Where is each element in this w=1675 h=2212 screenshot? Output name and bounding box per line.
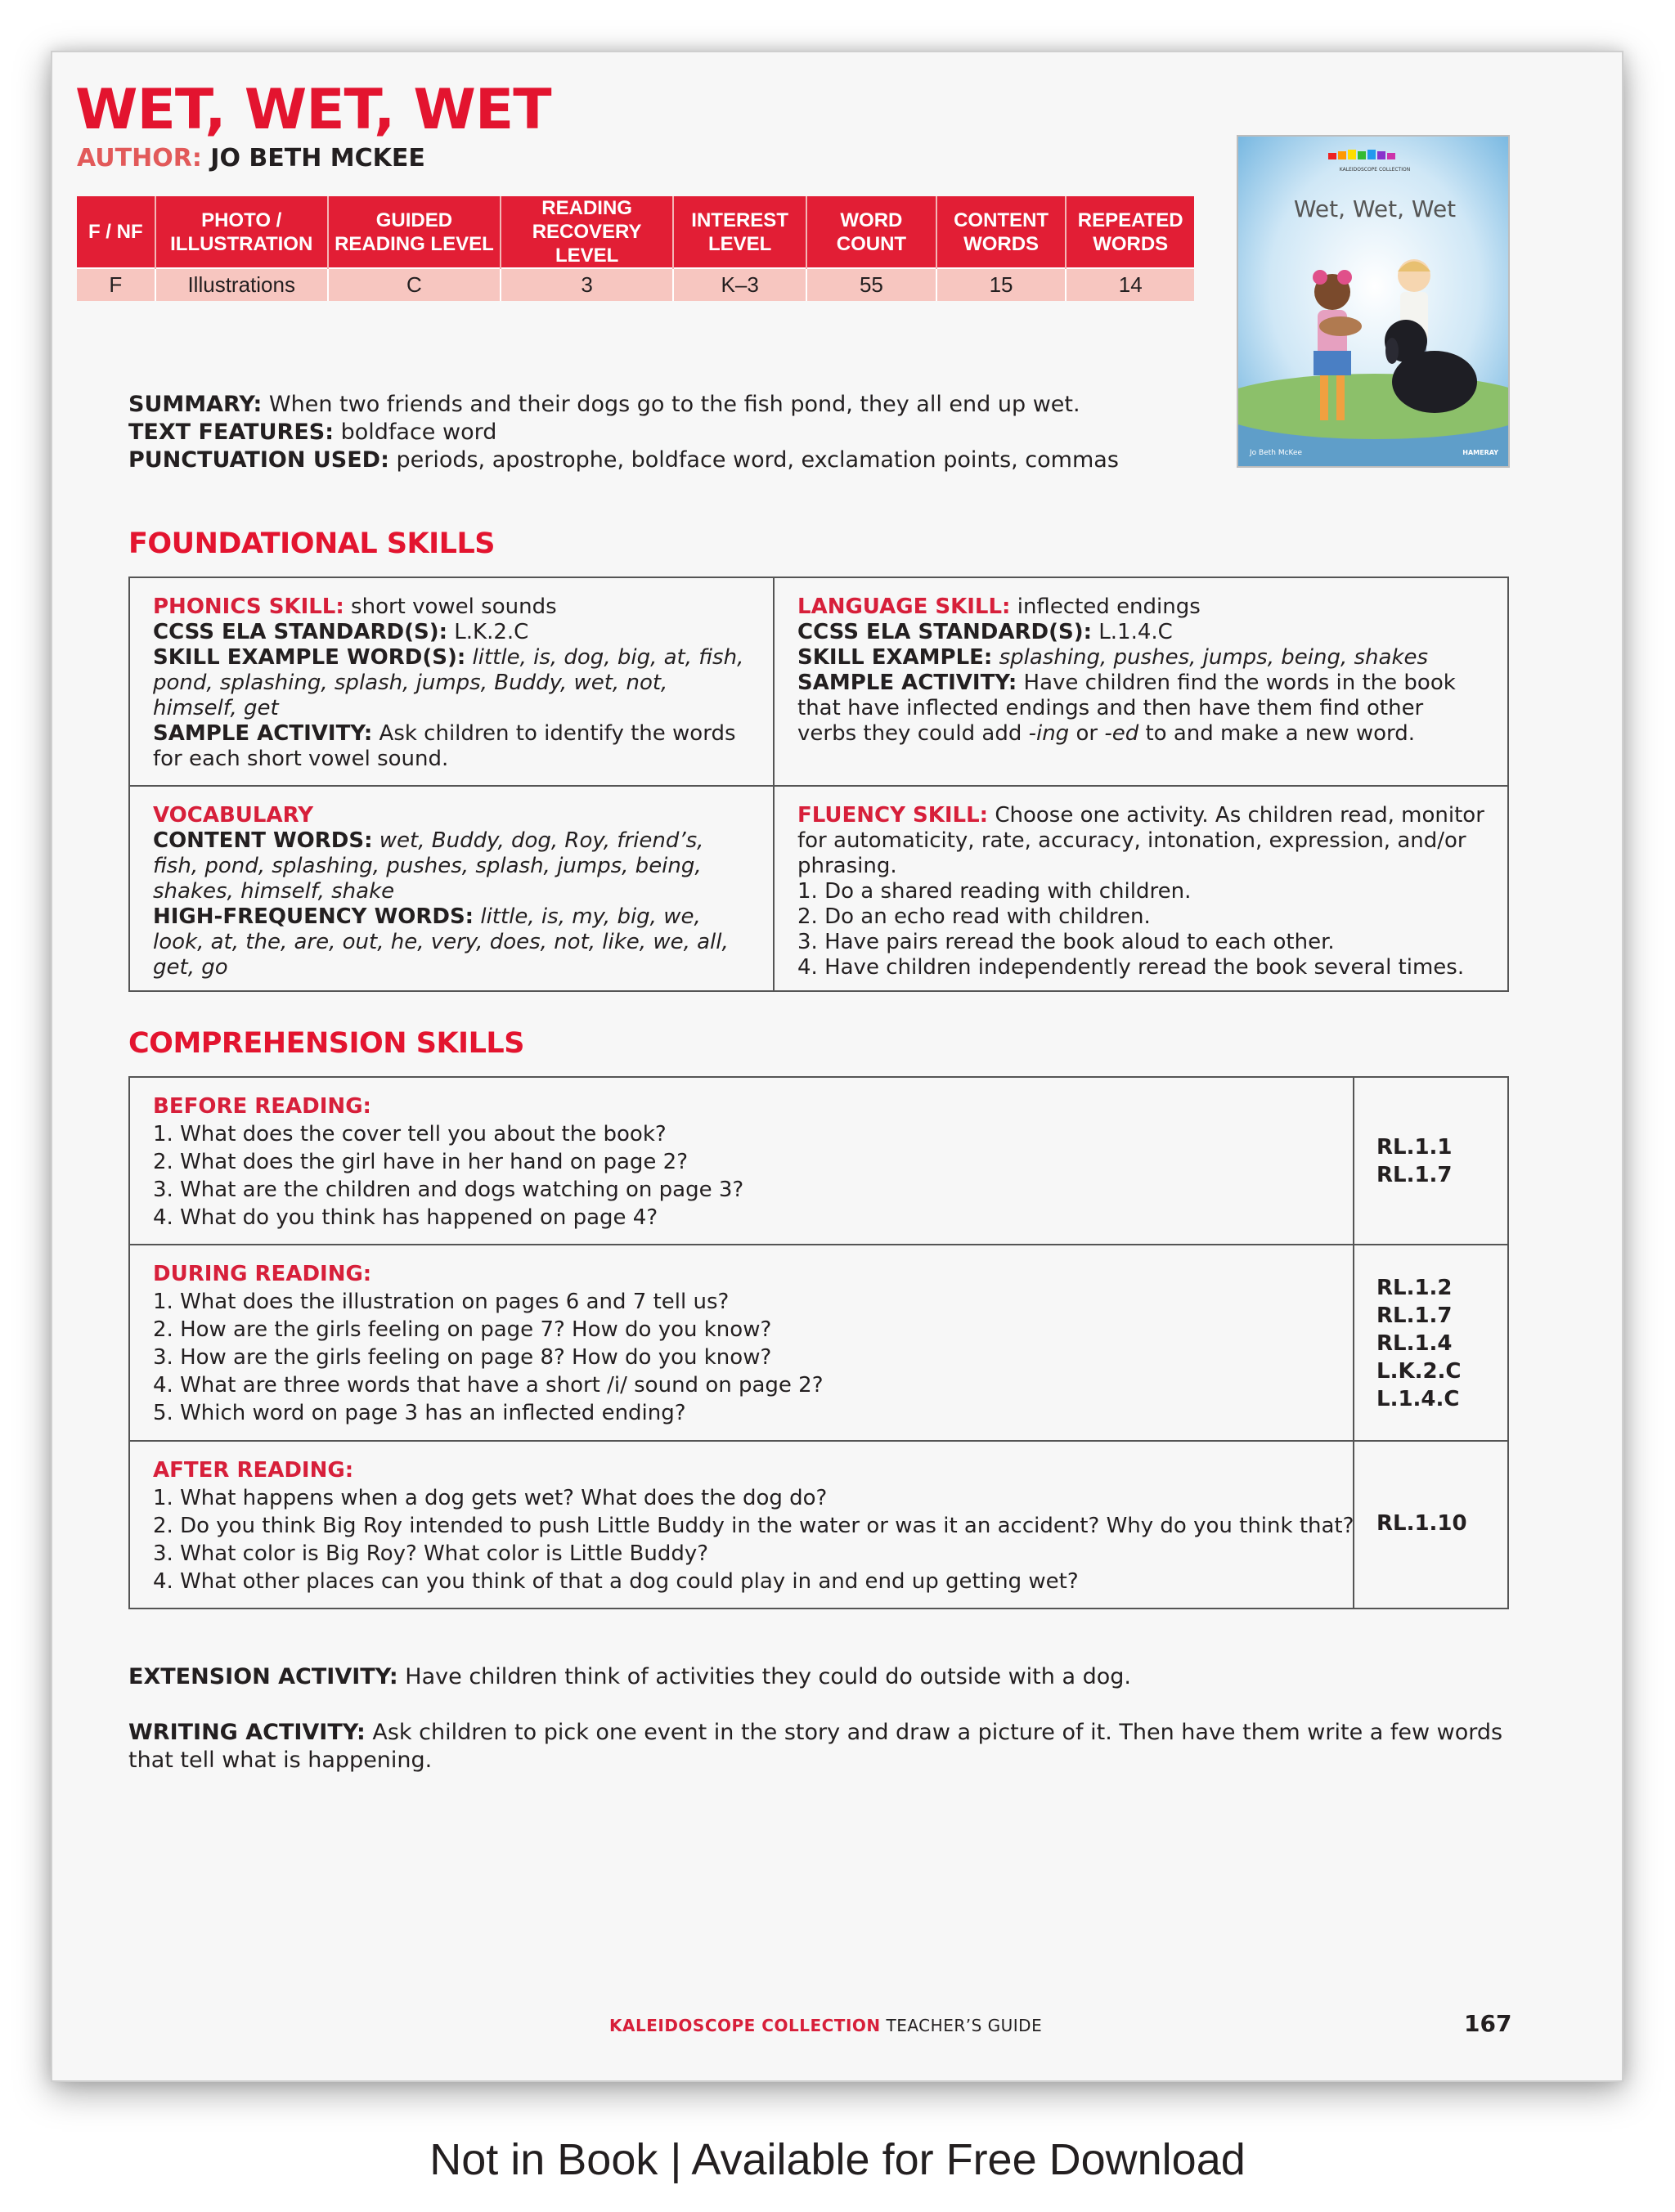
language-example-value: splashing, pushes, jumps, being, shakes: [999, 645, 1429, 670]
language-example-label: SKILL EXAMPLE:: [797, 645, 993, 670]
text-features-line: [128, 419, 1119, 446]
phonics-value: short vowel sounds: [351, 595, 557, 619]
after-reading-cell: [130, 1442, 1376, 1610]
value-fnf: F: [77, 268, 155, 301]
language-activity-text: Have children find the words in the book that have inflected endings and then have them find other verbs they could add: [797, 671, 1456, 746]
during-reading-label: DURING READING:: [153, 1262, 372, 1286]
question: 2. How are the girls feeling on page 7? How do you know?: [153, 1317, 772, 1342]
phonics-example-value: little, is, dog, big, at, fish, pond, splashing, splash, jumps, Buddy, wet, not, himself, get: [153, 645, 744, 720]
language-value: inflected endings: [1017, 595, 1201, 619]
language-ccss-value: L.1.4.C: [1098, 620, 1173, 644]
vocabulary-label: VOCABULARY: [153, 803, 314, 828]
phonics-example-label: SKILL EXAMPLE WORD(S):: [153, 645, 466, 670]
question: 1. What happens when a dog gets wet? What does the dog do?: [153, 1486, 828, 1510]
before-reading-label: BEFORE READING:: [153, 1094, 371, 1119]
summary-label: SUMMARY:: [128, 392, 263, 417]
question: 4. What are three words that have a short /i/ sound on page 2?: [153, 1373, 824, 1398]
value-recovery-level: 3: [501, 268, 673, 301]
extension-text: Have children think of activities they could do outside with a dog.: [405, 1664, 1131, 1689]
question: 4. What other places can you think of that a dog could play in and end up getting wet?: [153, 1569, 1079, 1594]
during-reading-cell: [130, 1245, 846, 1442]
question: 4. What do you think has happened on page 4?: [153, 1205, 658, 1230]
before-reading-standards: [1376, 1133, 1453, 1189]
header-interest-level: INTEREST LEVEL: [673, 196, 806, 268]
book-cover-image: [1237, 135, 1510, 468]
standard: RL.1.2: [1376, 1276, 1453, 1300]
header-word-count: WORD COUNT: [806, 196, 936, 268]
value-guided-level: C: [328, 268, 501, 301]
fluency-item: 3. Have pairs reread the book aloud to each other.: [797, 930, 1335, 954]
fluency-skill-cell: [775, 787, 1507, 997]
question: 1. What does the cover tell you about the book?: [153, 1122, 667, 1146]
question: 2. Do you think Big Roy intended to push Little Buddy in the water or was it an accident? Why do you think that?: [153, 1514, 1354, 1538]
standard: RL.1.10: [1376, 1511, 1467, 1536]
phonics-activity-value: Ask children to identify the words for each short vowel sound.: [153, 721, 736, 771]
phonics-ccss-label: CCSS ELA STANDARD(S):: [153, 620, 448, 644]
header-fnf: F / NF: [77, 196, 155, 268]
question: 5. Which word on page 3 has an inflected ending?: [153, 1401, 686, 1425]
summary-text: When two friends and their dogs go to the fish pond, they all end up wet.: [268, 392, 1080, 417]
writing-activity: [128, 1719, 1519, 1775]
after-reading-label: AFTER READING:: [153, 1458, 354, 1483]
comprehension-skills-heading: COMPREHENSION SKILLS: [128, 1027, 524, 1060]
language-label: LANGUAGE SKILL:: [797, 595, 1011, 619]
features-label: TEXT FEATURES:: [128, 420, 335, 445]
punctuation-label: PUNCTUATION USED:: [128, 447, 389, 473]
language-activity-label: SAMPLE ACTIVITY:: [797, 671, 1017, 695]
page-footer: [609, 2016, 1042, 2035]
page-number: 167: [1464, 2010, 1512, 2037]
cover-title: Wet, Wet, Wet: [1293, 195, 1457, 222]
question: 3. What are the children and dogs watching on page 3?: [153, 1178, 744, 1202]
phonics-ccss-value: L.K.2.C: [454, 620, 529, 644]
question: 2. What does the girl have in her hand on page 2?: [153, 1150, 689, 1174]
header-recovery-level: READING RECOVERY LEVEL: [501, 196, 673, 268]
writing-label: WRITING ACTIVITY:: [128, 1720, 366, 1745]
value-content-words: 15: [936, 268, 1067, 301]
book-summary-block: [128, 391, 1119, 474]
standard: RL.1.1: [1376, 1135, 1453, 1160]
value-repeated-words: 14: [1066, 268, 1194, 301]
foundational-skills-heading: FOUNDATIONAL SKILLS: [128, 527, 495, 560]
phonics-activity-label: SAMPLE ACTIVITY:: [153, 721, 373, 746]
question: 3. What color is Big Roy? What color is Little Buddy?: [153, 1541, 709, 1566]
info-header-row: [77, 196, 1194, 268]
header-content-words: CONTENT WORDS: [936, 196, 1067, 268]
cover-series: KALEIDOSCOPE COLLECTION: [1339, 167, 1411, 173]
language-activity-or: or: [1069, 721, 1105, 746]
author-label: AUTHOR:: [77, 144, 202, 173]
extension-activity: [128, 1663, 1519, 1691]
language-ccss-label: CCSS ELA STANDARD(S):: [797, 620, 1093, 644]
value-illustration: Illustrations: [155, 268, 328, 301]
fluency-item: 2. Do an echo read with children.: [797, 904, 1151, 929]
footer-collection: KALEIDOSCOPE COLLECTION: [609, 2016, 881, 2035]
phonics-skill-cell: [130, 578, 773, 788]
standard: L.1.4.C: [1376, 1387, 1460, 1411]
standard: RL.1.4: [1376, 1331, 1453, 1356]
question: 3. How are the girls feeling on page 8? How do you know?: [153, 1345, 772, 1370]
phonics-label: PHONICS SKILL:: [153, 595, 344, 619]
language-activity-ed: -ed: [1104, 721, 1139, 746]
content-words-value: wet, Buddy, dog, Roy, friend’s, fish, pond, splashing, pushes, splash, jumps, being, shakes, himself, shake: [153, 828, 704, 904]
fluency-intro: Choose one activity. As children read, monitor for automaticity, rate, accuracy, intonation, expression, and/or phrasing.: [797, 803, 1484, 878]
high-frequency-label: HIGH-FREQUENCY WORDS:: [153, 904, 474, 929]
writing-text: Ask children to pick one event in the story and draw a picture of it. Then have them write a few words that tell what is happening.: [128, 1720, 1503, 1773]
standard: RL.1.7: [1376, 1303, 1453, 1328]
header-repeated-words: REPEATED WORDS: [1066, 196, 1194, 268]
cover-author: Jo Beth McKee: [1250, 449, 1303, 457]
fluency-item: 1. Do a shared reading with children.: [797, 879, 1192, 904]
fluency-label: FLUENCY SKILL:: [797, 803, 989, 828]
book-info-table: [77, 196, 1194, 301]
punctuation-text: periods, apostrophe, boldface word, exclamation points, commas: [396, 447, 1119, 473]
language-activity-ing: -ing: [1028, 721, 1070, 746]
header-guided-level: GUIDED READING LEVEL: [328, 196, 501, 268]
before-reading-cell: [130, 1078, 766, 1246]
question: 1. What does the illustration on pages 6 and 7 tell us?: [153, 1290, 730, 1314]
value-word-count: 55: [806, 268, 936, 301]
cover-publisher: HAMERAY: [1462, 449, 1498, 456]
foundational-skills-box: [128, 577, 1509, 992]
punctuation-line: [128, 446, 1119, 474]
standard: L.K.2.C: [1376, 1359, 1462, 1384]
footer-guide: TEACHER’S GUIDE: [886, 2016, 1043, 2035]
author-line: [77, 144, 425, 173]
vocabulary-cell: [130, 787, 773, 997]
summary-line: [128, 391, 1119, 419]
language-skill-cell: [775, 578, 1507, 763]
download-banner: Not in Book | Available for Free Download: [429, 2135, 1246, 2184]
comprehension-skills-box: [128, 1076, 1509, 1609]
features-text: boldface word: [340, 420, 497, 445]
content-words-label: CONTENT WORDS:: [153, 828, 373, 853]
language-activity-end: to and make a new word.: [1138, 721, 1416, 746]
extension-label: EXTENSION ACTIVITY:: [128, 1664, 398, 1689]
book-title: WET, WET, WET: [75, 78, 551, 142]
author-name: JO BETH MCKEE: [210, 144, 425, 173]
value-interest-level: K–3: [673, 268, 806, 301]
info-value-row: [77, 268, 1194, 301]
fluency-item: 4. Have children independently reread the book several times.: [797, 955, 1465, 980]
cover-illustration: [1238, 137, 1510, 468]
standard: RL.1.7: [1376, 1163, 1453, 1187]
high-frequency-value: little, is, my, big, we, look, at, the, are, out, he, very, does, not, like, we, all, get, go: [153, 904, 729, 980]
after-reading-standards: [1376, 1510, 1467, 1537]
during-reading-standards: [1376, 1274, 1462, 1413]
header-illustration: PHOTO / ILLUSTRATION: [155, 196, 328, 268]
